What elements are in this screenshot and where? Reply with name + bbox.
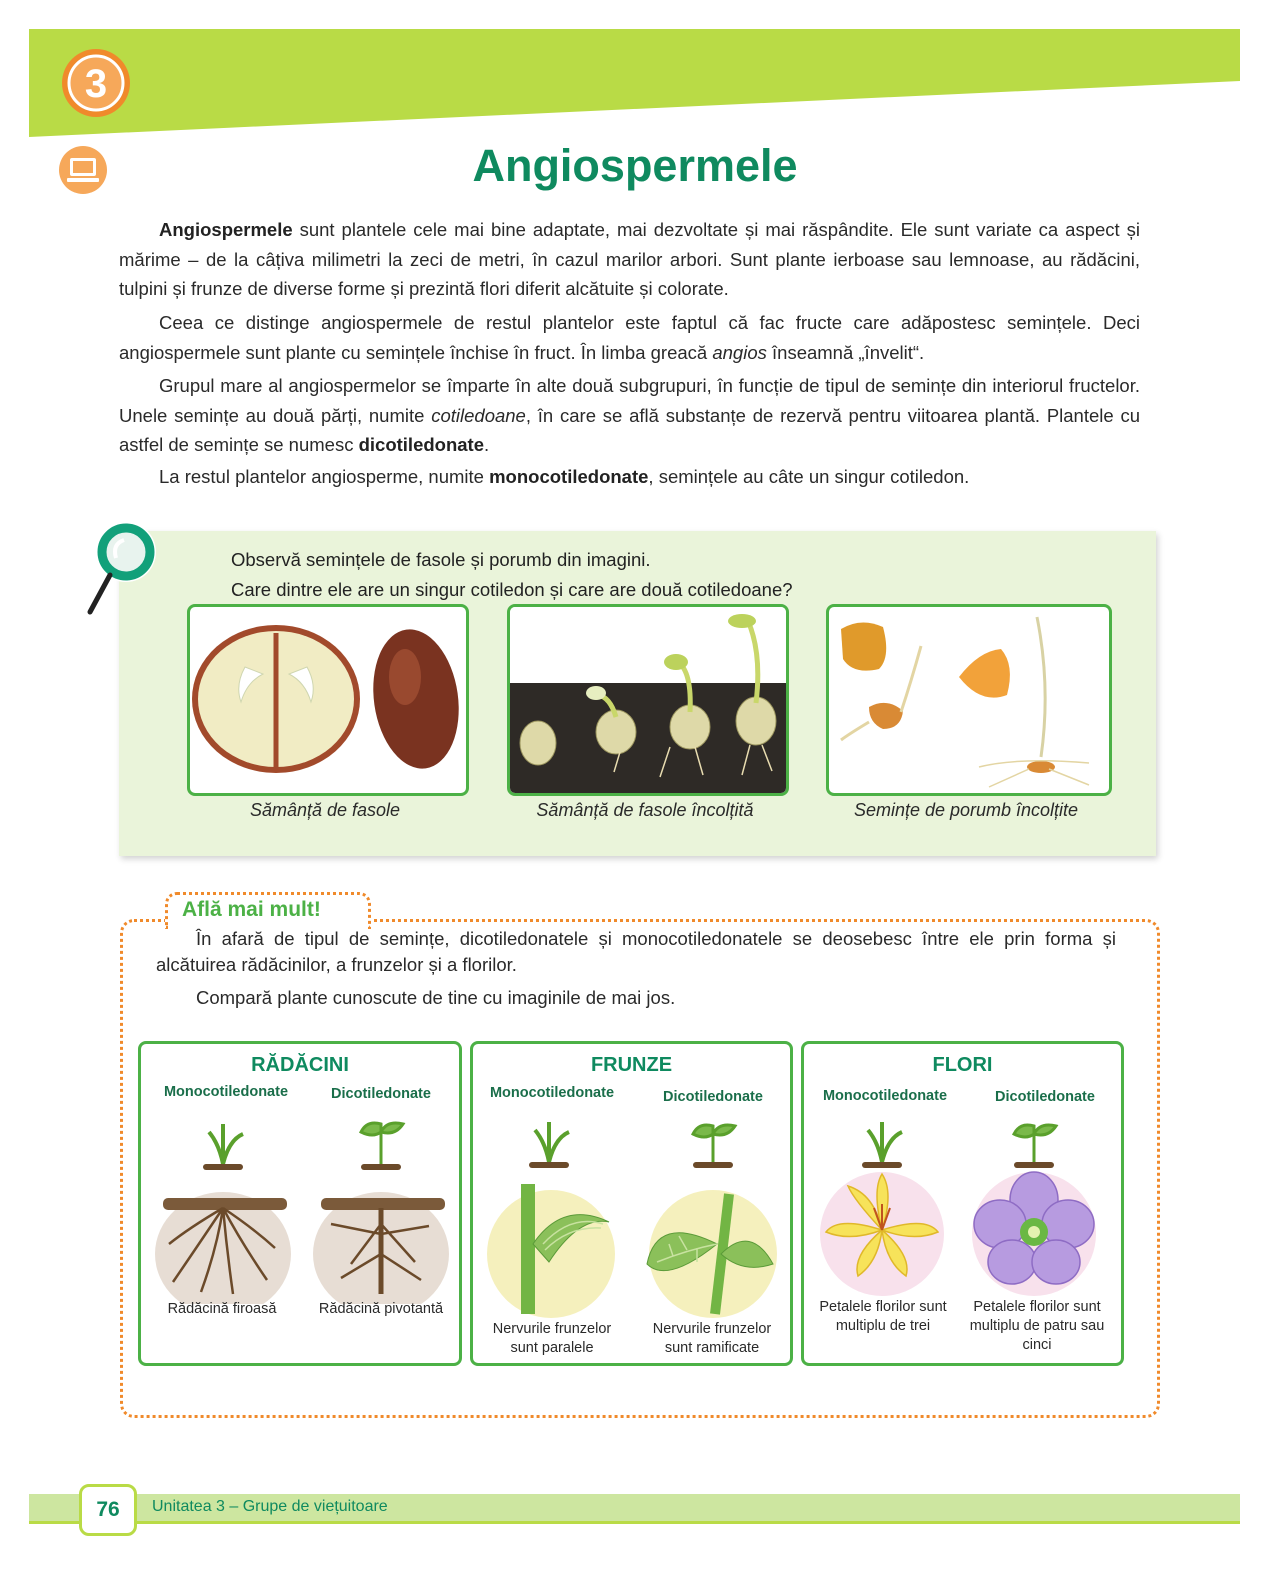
- leaves-dico-caption: [637, 1320, 787, 1358]
- intro-p3-text-a: Grupul mare al angiospermelor se împarte în alte două subgrupuri, în funcție de tipul de semințe din interiorul fructelor. Unele semințe au două părți, numite: [119, 375, 1140, 426]
- flowers-panel-title: FLORI: [932, 1054, 993, 1076]
- footer-unit-title: Unitatea 3 – Grupe de viețuitoare: [152, 1498, 388, 1515]
- flowers-dico-caption-line-1: Petalele florilor sunt: [973, 1299, 1101, 1315]
- chapter-number: 3: [84, 62, 108, 106]
- term-monocotiledonate: monocotiledonate: [489, 466, 649, 487]
- sprouted-bean-photo: [507, 604, 789, 796]
- intro-p3-text-c: .: [484, 434, 490, 455]
- flowers-panel: [801, 1041, 1124, 1366]
- intro-paragraph-3: [119, 371, 1140, 460]
- page-number: 76: [79, 1484, 137, 1536]
- leaves-dico-caption-line-1: Nervurile frunzelor: [652, 1321, 772, 1337]
- term-dicotiledonate: dicotiledonate: [358, 434, 484, 455]
- intro-p4-text-b: , semințele au câte un singur cotiledon.: [648, 466, 970, 487]
- roots-panel: [138, 1041, 462, 1366]
- bean-seed-photo: [187, 604, 469, 796]
- learn-more-text-2: [156, 985, 1116, 1011]
- leaves-panel: [470, 1041, 793, 1366]
- intro-paragraph-2: [119, 308, 1140, 367]
- roots-mono-label: Monocotiledonate: [163, 1084, 289, 1100]
- page-title: Angiospermele: [472, 140, 798, 191]
- intro-paragraph-4: [119, 462, 1140, 492]
- leaves-mono-caption: [477, 1320, 627, 1358]
- leaves-dico-label: Dicotiledonate: [663, 1089, 763, 1105]
- flowers-mono-label: Monocotiledonate: [822, 1088, 948, 1104]
- flowers-dico-label: Dicotiledonate: [995, 1089, 1095, 1105]
- roots-dico-label: Dicotiledonate: [331, 1086, 431, 1102]
- learn-more-text-1-content: În afară de tipul de semințe, dicotiledonatele și monocotiledonatele se deosebesc între ele prin forma și alcătuirea rădăcinilor, a frunzelor și a florilor.: [156, 928, 1116, 975]
- term-angiospermele: Angiospermele: [159, 219, 293, 240]
- footer-line: [29, 1521, 1240, 1524]
- roots-dico-caption: Rădăcină pivotantă: [318, 1301, 444, 1317]
- leaves-illustration: [473, 1104, 790, 1324]
- magnifier-icon: [84, 520, 162, 620]
- observe-line-1: Observă semințele de fasole și porumb din imagini.: [231, 549, 651, 570]
- header-band: [29, 29, 1240, 137]
- term-angios: angios: [712, 341, 767, 363]
- flowers-mono-caption-line-2: multiplu de trei: [835, 1318, 931, 1334]
- flowers-mono-caption: [808, 1298, 958, 1336]
- leaves-mono-caption-line-2: sunt paralele: [510, 1340, 594, 1356]
- learn-more-text-1: [156, 926, 1116, 978]
- intro-p2-text-b: înseamnă „învelit“.: [766, 341, 925, 363]
- learn-more-text-2-content: Compară plante cunoscute de tine cu imaginile de mai jos.: [196, 987, 676, 1008]
- caption-sprouted-bean: Sămânță de fasole încolțită: [536, 800, 754, 820]
- flowers-dico-caption-line-2: multiplu de patru sau cinci: [969, 1318, 1105, 1353]
- intro-p1-text: sunt plantele cele mai bine adaptate, mai dezvoltate și mai răspândite. Ele sunt variate ca aspect și mărime – de la câțiva milimetri la zeci de metri, în cazul marilor arbori. Sunt plante ierboase sau lemnoase, au rădăcini, tulpini și frunze de diverse forme și prezintă flori diferit alcătuite și colorate.: [119, 219, 1140, 299]
- flowers-dico-caption: [954, 1298, 1120, 1355]
- observe-line-2: Care dintre ele are un singur cotiledon și care are două cotiledoane?: [231, 578, 793, 600]
- roots-illustration: [141, 1104, 459, 1304]
- learn-more-title: Află mai mult!: [182, 898, 321, 921]
- observe-question: [231, 545, 1111, 604]
- term-cotiledoane: cotiledoane: [431, 404, 526, 426]
- intro-p4-text-a: La restul plantelor angiosperme, numite: [159, 466, 490, 487]
- roots-mono-caption: Rădăcină firoasă: [167, 1301, 277, 1317]
- flowers-mono-caption-line-1: Petalele florilor sunt: [819, 1299, 947, 1315]
- leaves-dico-caption-line-2: sunt ramificate: [664, 1340, 760, 1356]
- intro-p3-text-b: , în care se află substanțe de rezervă pentru viitoarea plantă. Plantele cu astfel de semințe se numesc: [119, 404, 1141, 455]
- leaves-panel-title: FRUNZE: [590, 1054, 673, 1076]
- caption-bean-seed: Sămânță de fasole: [249, 800, 401, 820]
- roots-panel-title: RĂDĂCINI: [251, 1054, 349, 1076]
- intro-p2-text-a: Ceea ce distinge angiospermele de restul plantelor este faptul că fac fructe care adăpostesc semințele. Deci angiospermele sunt plante cu semințele închise în fruct. În limba greacă: [119, 312, 1140, 363]
- leaves-mono-label: Monocotiledonate: [489, 1085, 615, 1101]
- chapter-number-badge: [58, 45, 134, 121]
- sprouted-corn-photo: [826, 604, 1112, 796]
- caption-sprouted-corn: Semințe de porumb încolțite: [853, 800, 1079, 820]
- leaves-mono-caption-line-1: Nervurile frunzelor: [492, 1321, 612, 1337]
- flowers-illustration: [804, 1104, 1121, 1304]
- intro-paragraph-1: [119, 215, 1140, 304]
